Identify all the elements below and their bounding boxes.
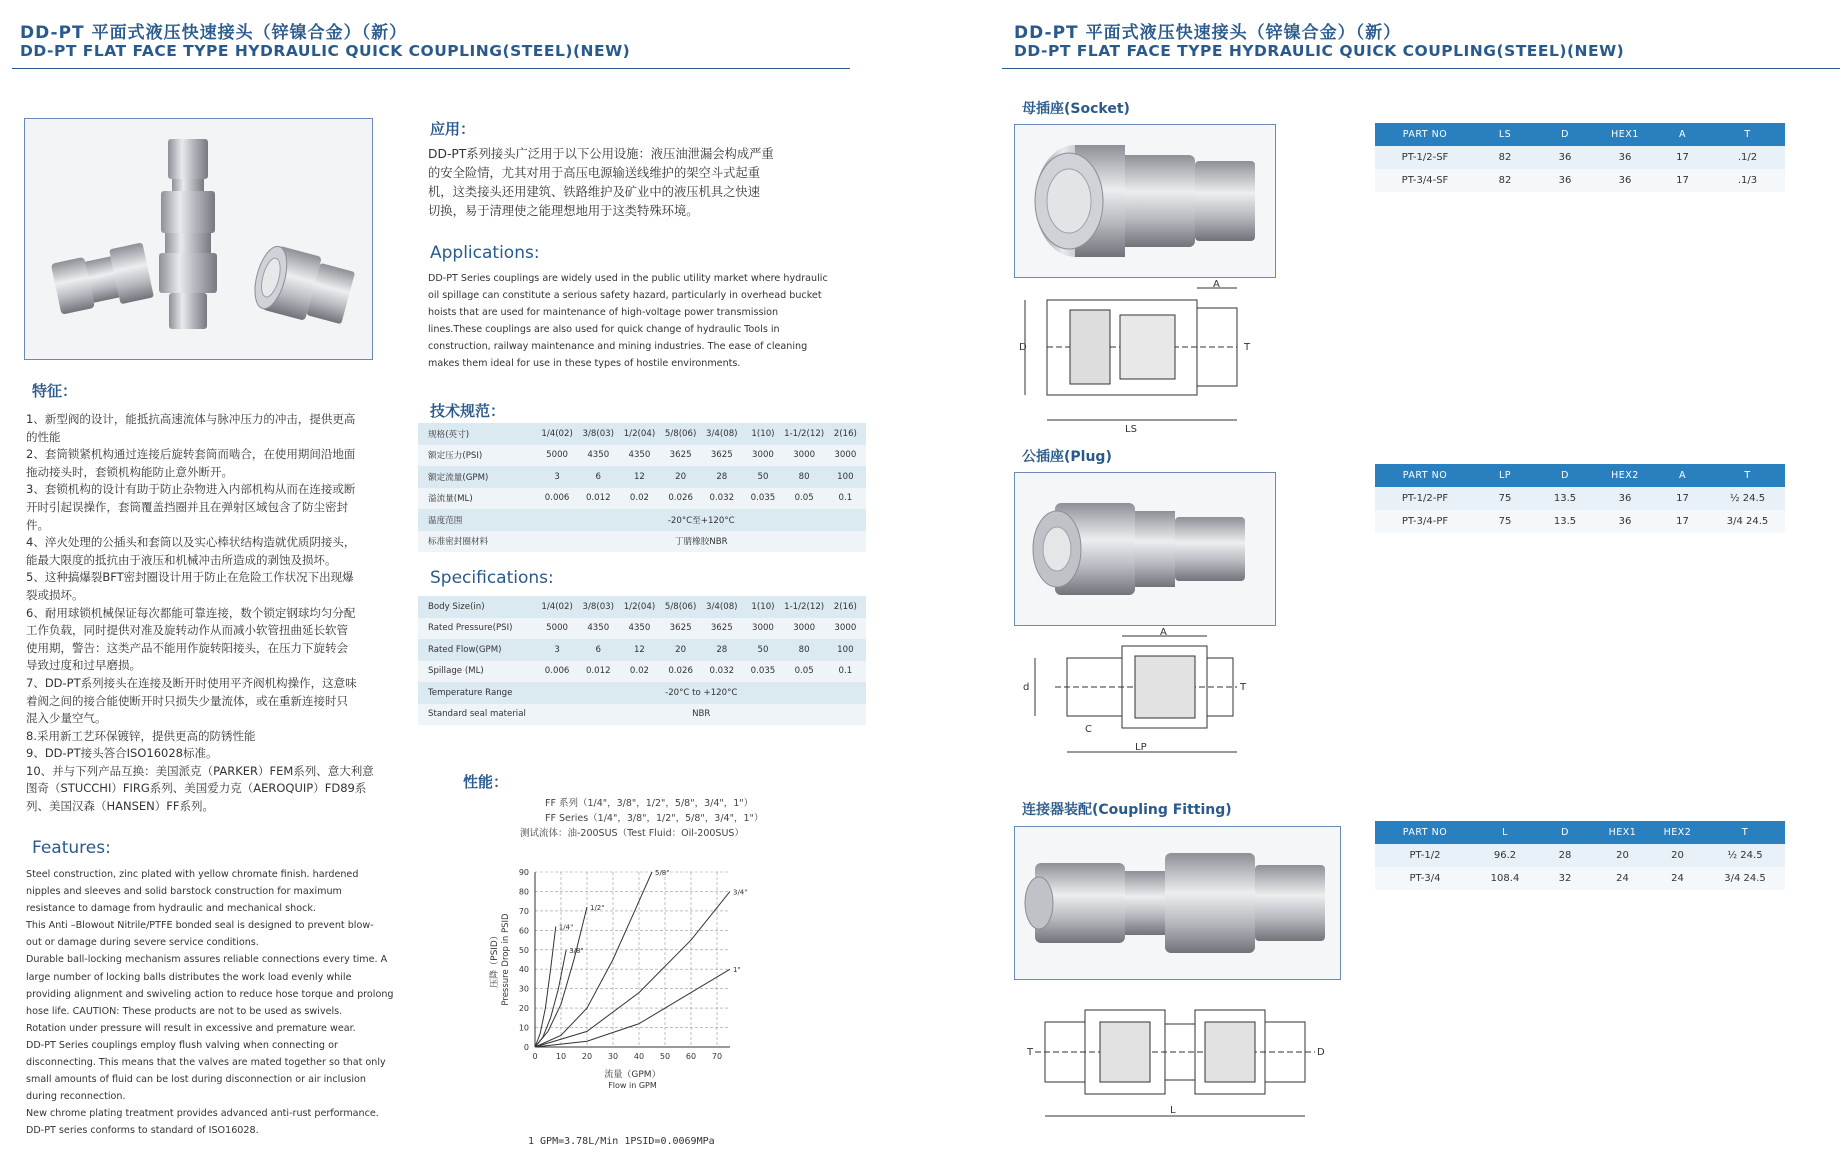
cell: 80 bbox=[784, 639, 825, 661]
table-row bbox=[418, 639, 866, 661]
cell: 50 bbox=[742, 466, 783, 488]
cell: 3625 bbox=[660, 445, 701, 467]
application-cn-title: 应用： bbox=[430, 120, 476, 138]
cell: PT-3/4-PF bbox=[1375, 510, 1475, 533]
cell: 0.02 bbox=[619, 661, 660, 683]
features-en-line: This Anti –Blowout Nitrile/PTFE bonded seal is designed to prevent blow- bbox=[26, 920, 374, 932]
right-header-en: DD-PT FLAT FACE TYPE HYDRAULIC QUICK COUPLING(STEEL)(NEW) bbox=[1014, 42, 1625, 60]
cell: 0.05 bbox=[784, 661, 825, 683]
y-tick-label: 80 bbox=[518, 887, 529, 897]
y-tick-label: 30 bbox=[518, 984, 529, 994]
cell: 20 bbox=[1650, 844, 1705, 867]
cell: 0.035 bbox=[742, 661, 783, 683]
features-en-line: DD-PT series conforms to standard of ISO16028. bbox=[26, 1125, 259, 1137]
cell: 100 bbox=[825, 639, 866, 661]
application-en-line: hoists that are used for maintenance of high-voltage power transmission bbox=[428, 307, 779, 319]
dim-l-label: L bbox=[1170, 1105, 1176, 1116]
y-axis-label: 压降（PSID） bbox=[490, 931, 500, 988]
coupling-drawing bbox=[1025, 1000, 1335, 1125]
plug-drawing bbox=[1025, 628, 1260, 763]
col-header: A bbox=[1655, 123, 1710, 146]
features-cn-line: 裂或损坏。 bbox=[26, 587, 84, 602]
features-cn-line: 5、这种搞爆裂BFT密封圈设计用于防止在危险工作状况下出现爆 bbox=[26, 570, 354, 585]
x-tick-label: 40 bbox=[633, 1052, 645, 1061]
features-en-line: DD-PT Series couplings employ flush valving when connecting or bbox=[26, 1039, 338, 1051]
x-tick-label: 0 bbox=[532, 1052, 538, 1061]
row-label: 额定流量(GPM) bbox=[418, 466, 537, 488]
cell: 0.05 bbox=[784, 488, 825, 510]
dim-t-label: T bbox=[1027, 1047, 1034, 1058]
features-cn-line: 2、套筒锁紧机构通过连接后旋转套筒而啮合，在使用期间沿地面 bbox=[26, 447, 356, 462]
cell: 28 bbox=[1535, 844, 1595, 867]
cell: 3625 bbox=[660, 618, 701, 640]
dim-a-label: A bbox=[1213, 279, 1220, 290]
cell: 20 bbox=[660, 466, 701, 488]
performance-title: 性能： bbox=[463, 773, 509, 791]
cell: 0.1 bbox=[825, 488, 866, 510]
y-tick-label: 20 bbox=[518, 1004, 529, 1014]
row-label: Spillage (ML) bbox=[418, 661, 537, 683]
features-en-line: New chrome plating treatment provides advanced anti-rust performance. bbox=[26, 1108, 379, 1120]
y-tick-label: 90 bbox=[518, 868, 529, 877]
features-en-line: disconnecting. This means that the valves are mated together so that only bbox=[26, 1057, 386, 1069]
cell: 36 bbox=[1595, 146, 1655, 169]
x-axis-label-en: Flow in GPM bbox=[608, 1081, 657, 1090]
features-cn-line: 工作负载，同时提供对准及旋转动作从而减小软管扭曲延长软管 bbox=[26, 623, 348, 638]
x-tick-label: 50 bbox=[659, 1052, 671, 1061]
cell: 28 bbox=[701, 466, 742, 488]
socket-photo-illustration bbox=[1015, 125, 1275, 277]
cell: 0.02 bbox=[619, 488, 660, 510]
cell: 17 bbox=[1655, 487, 1710, 510]
row-label: Rated Flow(GPM) bbox=[418, 639, 537, 661]
series-label: 1/4" bbox=[558, 923, 574, 932]
cell: 24 bbox=[1595, 867, 1650, 890]
row-label: Rated Pressure(PSI) bbox=[418, 618, 537, 640]
cell: 4350 bbox=[619, 618, 660, 640]
cell: 3/4 24.5 bbox=[1705, 867, 1785, 890]
features-cn-line: 件。 bbox=[26, 517, 49, 532]
row-label: 规格(英寸) bbox=[418, 423, 537, 445]
cell: 100 bbox=[825, 466, 866, 488]
cell: ½ 24.5 bbox=[1705, 844, 1785, 867]
plug-photo bbox=[1014, 472, 1276, 626]
cell: 0.026 bbox=[660, 661, 701, 683]
features-cn-line: 6、耐用球锁机械保证每次都能可靠连接，数个锁定钢球均匀分配 bbox=[26, 605, 356, 620]
features-en-line: Rotation under pressure will result in excessive and premature wear. bbox=[26, 1022, 356, 1034]
tech-cn-table bbox=[418, 423, 866, 552]
cell: 36 bbox=[1595, 487, 1655, 510]
coupling-photo bbox=[1014, 826, 1341, 980]
coupling-photo-illustration bbox=[1015, 827, 1340, 979]
cell: 75 bbox=[1475, 510, 1535, 533]
coupling-title: 连接器装配(Coupling Fitting) bbox=[1022, 802, 1232, 818]
table-header-row bbox=[1375, 821, 1785, 844]
cell: 1/2(04) bbox=[619, 423, 660, 445]
col-header: D bbox=[1535, 123, 1595, 146]
features-cn-line: 7、DD-PT系列接头在连接及断开时使用平齐阀机构操作，这意味 bbox=[26, 675, 357, 690]
col-header: LP bbox=[1475, 464, 1535, 487]
tech-cn-title: 技术规范： bbox=[430, 402, 506, 420]
cell: 0.032 bbox=[701, 661, 742, 683]
features-cn-line: 4、淬火处理的公插头和套筒以及实心棒状结构造就优质阴接头， bbox=[26, 535, 356, 550]
table-row bbox=[418, 488, 866, 510]
features-cn-line: 10、并与下列产品互换：美国派克（PARKER）FEM系列、意大利意 bbox=[26, 763, 374, 778]
x-tick-label: 30 bbox=[607, 1052, 619, 1061]
cell: PT-1/2-PF bbox=[1375, 487, 1475, 510]
col-header: LS bbox=[1475, 123, 1535, 146]
cell: 3000 bbox=[742, 618, 783, 640]
cell: 4350 bbox=[578, 445, 619, 467]
features-cn-line: 能最大限度的抵抗由于液压和机械冲击所造成的剥蚀及损坏。 bbox=[26, 552, 337, 567]
cell: 1/2(04) bbox=[619, 596, 660, 618]
socket-table bbox=[1375, 123, 1785, 192]
x-tick-label: 10 bbox=[555, 1052, 567, 1061]
cell: 0.012 bbox=[578, 661, 619, 683]
cell: 3000 bbox=[742, 445, 783, 467]
cell: 82 bbox=[1475, 146, 1535, 169]
cell: 75 bbox=[1475, 487, 1535, 510]
cell: 28 bbox=[701, 639, 742, 661]
cell: 3000 bbox=[825, 618, 866, 640]
row-label: 溢流量(ML) bbox=[418, 488, 537, 510]
features-en-line: nipples and sleeves and solid barstock construction for maximum bbox=[26, 886, 342, 898]
dim-c-label: C bbox=[1085, 724, 1092, 735]
table-row bbox=[418, 704, 866, 726]
performance-footer: 1 GPM=3.78L/Min 1PSID=0.0069MPa bbox=[528, 1136, 715, 1147]
plug-photo-illustration bbox=[1015, 473, 1275, 625]
application-en-body bbox=[428, 270, 848, 373]
cell: 3000 bbox=[825, 445, 866, 467]
col-header: PART NO bbox=[1375, 821, 1475, 844]
features-en-line: providing alignment and swiveling action to reduce hose torque and prolong bbox=[26, 988, 394, 1000]
cell: 96.2 bbox=[1475, 844, 1535, 867]
row-label: Body Size(in) bbox=[418, 596, 537, 618]
application-cn-line: 的安全险情，尤其对用于高压电源输送线维护的架空斗式起重 bbox=[428, 166, 761, 180]
cell: 4350 bbox=[578, 618, 619, 640]
cell: 36 bbox=[1595, 510, 1655, 533]
y-tick-label: 0 bbox=[523, 1043, 529, 1052]
performance-subtitle-2: FF Series（1/4"，3/8"，1/2"，5/8"，3/4"，1"） bbox=[545, 813, 764, 824]
row-label: Temperature Range bbox=[418, 682, 537, 704]
y-tick-label: 70 bbox=[518, 906, 529, 916]
application-en-line: DD-PT Series couplings are widely used in the public utility market where hydraulic bbox=[428, 273, 828, 284]
cell: 5/8(06) bbox=[660, 596, 701, 618]
table-row bbox=[418, 682, 866, 704]
series-label: 3/4" bbox=[733, 888, 748, 897]
cell: 0.006 bbox=[537, 488, 578, 510]
cell: 24 bbox=[1650, 867, 1705, 890]
socket-photo bbox=[1014, 124, 1276, 278]
performance-subtitle-3: 测试流体：油-200SUS（Test Fluid：Oil-200SUS） bbox=[520, 828, 744, 839]
col-header: L bbox=[1475, 821, 1535, 844]
col-header: PART NO bbox=[1375, 123, 1475, 146]
cell: 1-1/2(12) bbox=[784, 596, 825, 618]
series-label: 1" bbox=[733, 966, 741, 975]
cell: 0.035 bbox=[742, 488, 783, 510]
cell: 3/4 24.5 bbox=[1710, 510, 1785, 533]
table-row bbox=[418, 618, 866, 640]
table-header-row bbox=[1375, 123, 1785, 146]
cell: 32 bbox=[1535, 867, 1595, 890]
cell: 1/4(02) bbox=[537, 423, 578, 445]
product-photo bbox=[24, 118, 373, 360]
row-label: 温度范围 bbox=[418, 509, 537, 531]
cell: 1(10) bbox=[742, 423, 783, 445]
plug-table bbox=[1375, 464, 1785, 533]
cell: .1/3 bbox=[1710, 169, 1785, 192]
col-header: T bbox=[1710, 123, 1785, 146]
application-cn-line: 机，这类接头还用建筑、铁路维护及矿业中的液压机具之快速 bbox=[428, 185, 761, 199]
left-header-en: DD-PT FLAT FACE TYPE HYDRAULIC QUICK COUPLING(STEEL)(NEW) bbox=[20, 42, 631, 60]
features-cn-line: 9、DD-PT接头答合ISO16028标准。 bbox=[26, 746, 218, 761]
cell: 13.5 bbox=[1535, 510, 1595, 533]
coupling-table bbox=[1375, 821, 1785, 890]
cell: 12 bbox=[619, 639, 660, 661]
features-cn-body bbox=[26, 411, 406, 816]
y-tick-label: 40 bbox=[518, 965, 529, 975]
right-header-rule bbox=[1002, 68, 1840, 69]
y-tick-label: 60 bbox=[518, 926, 529, 936]
col-header: A bbox=[1655, 464, 1710, 487]
couplings-photo-illustration bbox=[25, 119, 372, 359]
series-label: 3/8" bbox=[569, 946, 584, 955]
cell: 3/4(08) bbox=[701, 423, 742, 445]
features-en-line: during reconnection. bbox=[26, 1091, 126, 1103]
cell: 17 bbox=[1655, 169, 1710, 192]
series-line bbox=[535, 950, 566, 1047]
features-cn-line: 3、套锁机构的设计有助于防止杂物进入内部机构从而在连接或断 bbox=[26, 482, 356, 497]
cell: 0.026 bbox=[660, 488, 701, 510]
cell: 4350 bbox=[619, 445, 660, 467]
dim-d-label: d bbox=[1023, 682, 1030, 693]
application-cn-line: DD-PT系列接头广泛用于以下公用设施：液压油泄漏会构成严重 bbox=[428, 147, 774, 161]
cell: 3/8(03) bbox=[578, 423, 619, 445]
table-row bbox=[1375, 844, 1785, 867]
features-en-line: out or damage during severe service conditions. bbox=[26, 937, 259, 949]
cell: 50 bbox=[742, 639, 783, 661]
y-axis-label-en: Pressure Drop in PSID bbox=[501, 913, 511, 1006]
cell: 36 bbox=[1595, 169, 1655, 192]
cell: 3 bbox=[537, 639, 578, 661]
cell: 3000 bbox=[784, 618, 825, 640]
application-en-line: oil spillage can constitute a serious safety hazard, particularly in overhead bucket bbox=[428, 290, 822, 302]
features-cn-line: 拖动接头时，套锁机构能防止意外断开。 bbox=[26, 464, 233, 479]
series-label: 5/8" bbox=[655, 869, 670, 877]
table-row bbox=[1375, 169, 1785, 192]
features-cn-line: 使用期，警告：这类产品不能用作旋转阳接头，在压力下旋转会 bbox=[26, 640, 348, 655]
y-tick-label: 10 bbox=[518, 1023, 529, 1033]
application-en-title: Applications: bbox=[430, 243, 540, 263]
cell: .1/2 bbox=[1710, 146, 1785, 169]
cell: 80 bbox=[784, 466, 825, 488]
features-cn-title: 特征： bbox=[32, 382, 78, 400]
socket-title: 母插座(Socket) bbox=[1022, 101, 1130, 117]
cell: PT-3/4 bbox=[1375, 867, 1475, 890]
cell: PT-3/4-SF bbox=[1375, 169, 1475, 192]
tech-en-title: Specifications: bbox=[430, 568, 554, 588]
col-header: HEX1 bbox=[1595, 821, 1650, 844]
table-row bbox=[418, 466, 866, 488]
cell: 丁腈橡胶NBR bbox=[537, 531, 866, 553]
application-en-line: makes them ideal for use in these types of hostile environments. bbox=[428, 358, 741, 370]
socket-drawing bbox=[1019, 279, 1260, 435]
cell: 20 bbox=[1595, 844, 1650, 867]
cell: 2(16) bbox=[825, 596, 866, 618]
col-header: HEX1 bbox=[1595, 123, 1655, 146]
dim-d-label: D bbox=[1317, 1047, 1325, 1058]
cell: -20°C to +120°C bbox=[537, 682, 866, 704]
table-row bbox=[418, 445, 866, 467]
features-en-line: Durable ball-locking mechanism assures reliable connections every time. A bbox=[26, 954, 388, 966]
cell: 3625 bbox=[701, 618, 742, 640]
cell: 3625 bbox=[701, 445, 742, 467]
cell: ½ 24.5 bbox=[1710, 487, 1785, 510]
features-cn-line: 混入少量空气。 bbox=[26, 711, 107, 726]
features-en-body bbox=[26, 866, 426, 1140]
cell: 1/4(02) bbox=[537, 596, 578, 618]
table-row bbox=[1375, 867, 1785, 890]
dim-t-label: T bbox=[1244, 342, 1251, 353]
table-row bbox=[418, 661, 866, 683]
features-en-line: resistance to damage from hydraulic and mechanical shock. bbox=[26, 903, 316, 915]
cell: 3000 bbox=[784, 445, 825, 467]
features-en-line: large number of locking balls distributes the work load evenly while bbox=[26, 971, 352, 983]
col-header: HEX2 bbox=[1650, 821, 1705, 844]
cell: 36 bbox=[1535, 169, 1595, 192]
row-label: Standard seal material bbox=[418, 704, 537, 726]
table-row bbox=[1375, 146, 1785, 169]
dim-d-label: D bbox=[1019, 342, 1027, 353]
table-row bbox=[1375, 487, 1785, 510]
col-header: PART NO bbox=[1375, 464, 1475, 487]
application-en-line: construction, railway maintenance and mining industries. The ease of cleaning bbox=[428, 341, 808, 353]
row-label: 额定压力(PSI) bbox=[418, 445, 537, 467]
features-cn-line: 着阀之间的接合能使断开时只损失少量流体，或在重新连接时只 bbox=[26, 693, 348, 708]
cell: 5/8(06) bbox=[660, 423, 701, 445]
application-en-line: lines.These couplings are also used for quick change of hydraulic Tools in bbox=[428, 324, 780, 336]
table-row bbox=[418, 509, 866, 531]
cell: 1-1/2(12) bbox=[784, 423, 825, 445]
tech-en-table bbox=[418, 596, 866, 725]
application-cn-line: 切换，易于清理使之能理想地用于这类特殊环境。 bbox=[428, 204, 699, 218]
col-header: T bbox=[1710, 464, 1785, 487]
cell: 17 bbox=[1655, 510, 1710, 533]
cell: 5000 bbox=[537, 445, 578, 467]
table-row bbox=[1375, 510, 1785, 533]
table-header-row bbox=[1375, 464, 1785, 487]
cell: PT-1/2-SF bbox=[1375, 146, 1475, 169]
cell: 3 bbox=[537, 466, 578, 488]
cell: 36 bbox=[1535, 146, 1595, 169]
dim-a-label: A bbox=[1160, 627, 1167, 638]
features-en-line: small amounts of fluid can be lost during disconnection or air inclusion bbox=[26, 1074, 367, 1086]
dim-t-label: T bbox=[1240, 682, 1247, 693]
col-header: D bbox=[1535, 464, 1595, 487]
performance-subtitle-1: FF 系列（1/4"，3/8"，1/2"，5/8"，3/4"，1"） bbox=[545, 798, 754, 809]
features-cn-line: 图奇（STUCCHI）FIRG系列、美国爱力克（AEROQUIP）FD89系 bbox=[26, 781, 367, 796]
plug-title: 公插座(Plug) bbox=[1022, 449, 1112, 465]
features-en-line: hose life. CAUTION: These products are not to be used as swivels. bbox=[26, 1005, 343, 1017]
cell: 0.032 bbox=[701, 488, 742, 510]
cell: 13.5 bbox=[1535, 487, 1595, 510]
cell: -20°C至+120°C bbox=[537, 509, 866, 531]
col-header: HEX2 bbox=[1595, 464, 1655, 487]
table-row bbox=[418, 531, 866, 553]
cell: 82 bbox=[1475, 169, 1535, 192]
cell: 12 bbox=[619, 466, 660, 488]
features-cn-line: 开时引起误操作，套筒覆盖挡圈并且在弹射区域包含了防尘密封 bbox=[26, 499, 348, 514]
features-cn-line: 1、新型阀的设计，能抵抗高速流体与脉冲压力的冲击，提供更高 bbox=[26, 412, 356, 426]
series-line bbox=[535, 926, 556, 1047]
col-header: D bbox=[1535, 821, 1595, 844]
cell: 0.006 bbox=[537, 661, 578, 683]
cell: 17 bbox=[1655, 146, 1710, 169]
right-header-cn: DD-PT 平面式液压快速接头（锌镍合金）（新） bbox=[1014, 23, 1402, 43]
series-label: 1/2" bbox=[590, 904, 605, 912]
x-tick-label: 20 bbox=[581, 1052, 593, 1061]
cell: 3/8(03) bbox=[578, 596, 619, 618]
cell: 2(16) bbox=[825, 423, 866, 445]
cell: 5000 bbox=[537, 618, 578, 640]
dim-ls-label: LS bbox=[1125, 424, 1137, 435]
features-cn-line: 8.采用新工艺环保镀锌，提供更高的防锈性能 bbox=[26, 728, 256, 743]
features-en-line: Steel construction, zinc plated with yellow chromate finish. hardened bbox=[26, 869, 359, 880]
table-row bbox=[418, 596, 866, 618]
x-axis-label: 流量（GPM） bbox=[604, 1070, 661, 1080]
cell: 6 bbox=[578, 466, 619, 488]
application-cn-body bbox=[428, 145, 848, 221]
cell: 6 bbox=[578, 639, 619, 661]
features-cn-line: 导致过度和过早磨损。 bbox=[26, 658, 141, 673]
dim-lp-label: LP bbox=[1135, 742, 1147, 753]
left-header-cn: DD-PT 平面式液压快速接头（锌镍合金）（新） bbox=[20, 23, 408, 43]
col-header: T bbox=[1705, 821, 1785, 844]
pressure-drop-chart bbox=[470, 862, 790, 1117]
cell: 20 bbox=[660, 639, 701, 661]
y-tick-label: 50 bbox=[518, 945, 529, 955]
x-tick-label: 70 bbox=[711, 1052, 723, 1061]
features-cn-line: 的性能 bbox=[26, 429, 61, 444]
x-tick-label: 60 bbox=[685, 1052, 697, 1061]
cell: 3/4(08) bbox=[701, 596, 742, 618]
left-header-rule bbox=[12, 68, 850, 69]
cell: 1(10) bbox=[742, 596, 783, 618]
row-label: 标准密封圈材料 bbox=[418, 531, 537, 553]
cell: 0.1 bbox=[825, 661, 866, 683]
cell: PT-1/2 bbox=[1375, 844, 1475, 867]
table-row bbox=[418, 423, 866, 445]
cell: NBR bbox=[537, 704, 866, 726]
cell: 0.012 bbox=[578, 488, 619, 510]
features-en-title: Features: bbox=[32, 838, 111, 858]
features-cn-line: 列、美国汉森（HANSEN）FF系列。 bbox=[26, 799, 215, 814]
cell: 108.4 bbox=[1475, 867, 1535, 890]
